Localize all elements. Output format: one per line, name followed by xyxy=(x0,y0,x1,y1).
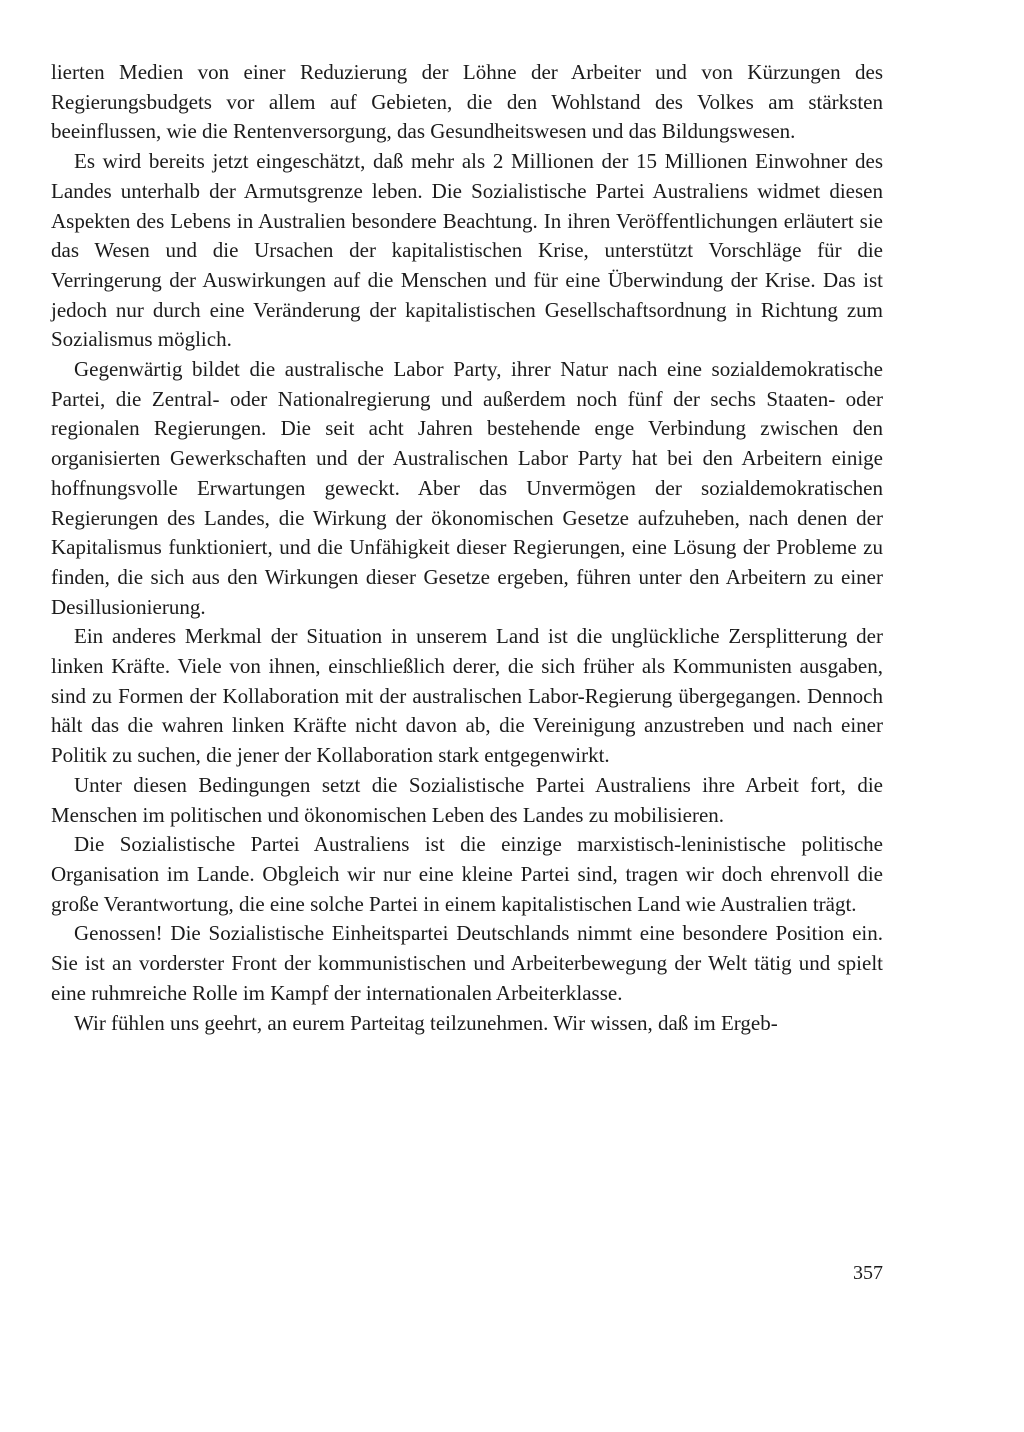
paragraph-5: Unter diesen Bedingungen setzt die Sozialistische Partei Australiens ihre Arbeit fort, die Menschen im politischen und ökonomischen Leben des Landes zu mobilisieren. xyxy=(51,772,883,827)
paragraph-2: Es wird bereits jetzt eingeschätzt, daß mehr als 2 Millionen der 15 Millionen Einwohner des Landes unterhalb der Armutsgrenze leben. Die Sozialistische Partei Australiens widmet diesen Aspekten des Lebens in Australien besondere Beachtung. In ihren Veröffentlichungen erläutert sie das Wesen und die Ursachen der kapitalistischen Krise, unterstützt Vorschläge für die Verringerung der Auswirkungen auf die Menschen und für eine Überwindung der Krise. Das ist jedoch nur durch eine Veränderung der kapitalistischen Gesellschaftsordnung in Richtung zum Sozialismus möglich. xyxy=(51,149,883,352)
paragraph-6: Die Sozialistische Partei Australiens ist die einzige marxistisch-leninistische politische Organisation im Lande. Obgleich wir nur eine kleine Partei sind, tragen wir doch ehrenvoll die große Verantwortung, die eine solche Partei in einem kapitalistischen Land wie Australien trägt. xyxy=(51,832,883,916)
page-number: 357 xyxy=(853,1262,883,1284)
paragraph-7: Genossen! Die Sozialistische Einheitspartei Deutschlands nimmt eine besondere Position ein. Sie ist an vorderster Front der kommunistischen und Arbeiterbewegung der Welt tätig und spielt eine ruhmreiche Rolle im Kampf der internationalen Arbeiterklasse. xyxy=(51,921,883,1005)
paragraph-4: Ein anderes Merkmal der Situation in unserem Land ist die unglückliche Zersplitterung der linken Kräfte. Viele von ihnen, einschließlich derer, die sich früher als Kommunisten ausgaben, sind zu Formen der Kollaboration mit der australischen Labor-Regierung übergegangen. Dennoch hält das die wahren linken Kräfte nicht davon ab, die Vereinigung anzustreben und nach einer Politik zu suchen, die jener der Kollaboration stark entgegenwirkt. xyxy=(51,624,883,768)
paragraph-3: Gegenwärtig bildet die australische Labor Party, ihrer Natur nach eine sozialdemokratische Partei, die Zentral- oder Nationalregierung und außerdem noch fünf der sechs Staaten- oder regionalen Regierungen. Die seit acht Jahren bestehende enge Verbindung zwischen den organisierten Gewerkschaften und der Australischen Labor Party hat bei den Arbeitern einige hoffnungsvolle Erwartungen geweckt. Aber das Unvermögen der sozialdemokratischen Regierungen des Landes, die Wirkung der ökonomischen Gesetze aufzuheben, nach denen der Kapitalismus funktioniert, und die Unfähigkeit dieser Regierungen, eine Lösung der Probleme zu finden, die sich aus den Wirkungen dieser Gesetze ergeben, führen unter den Arbeitern zu einer Desillusionierung. xyxy=(51,357,883,619)
document-page xyxy=(51,58,883,1038)
paragraph-1: lierten Medien von einer Reduzierung der Löhne der Arbeiter und von Kürzungen des Regierungsbudgets vor allem auf Gebieten, die den Wohlstand des Volkes am stärksten beeinflussen, wie die Rentenversorgung, das Gesundheitswesen und das Bildungswesen. xyxy=(51,60,883,144)
paragraph-8: Wir fühlen uns geehrt, an eurem Parteitag teilzunehmen. Wir wissen, daß im Ergeb- xyxy=(74,1010,778,1035)
